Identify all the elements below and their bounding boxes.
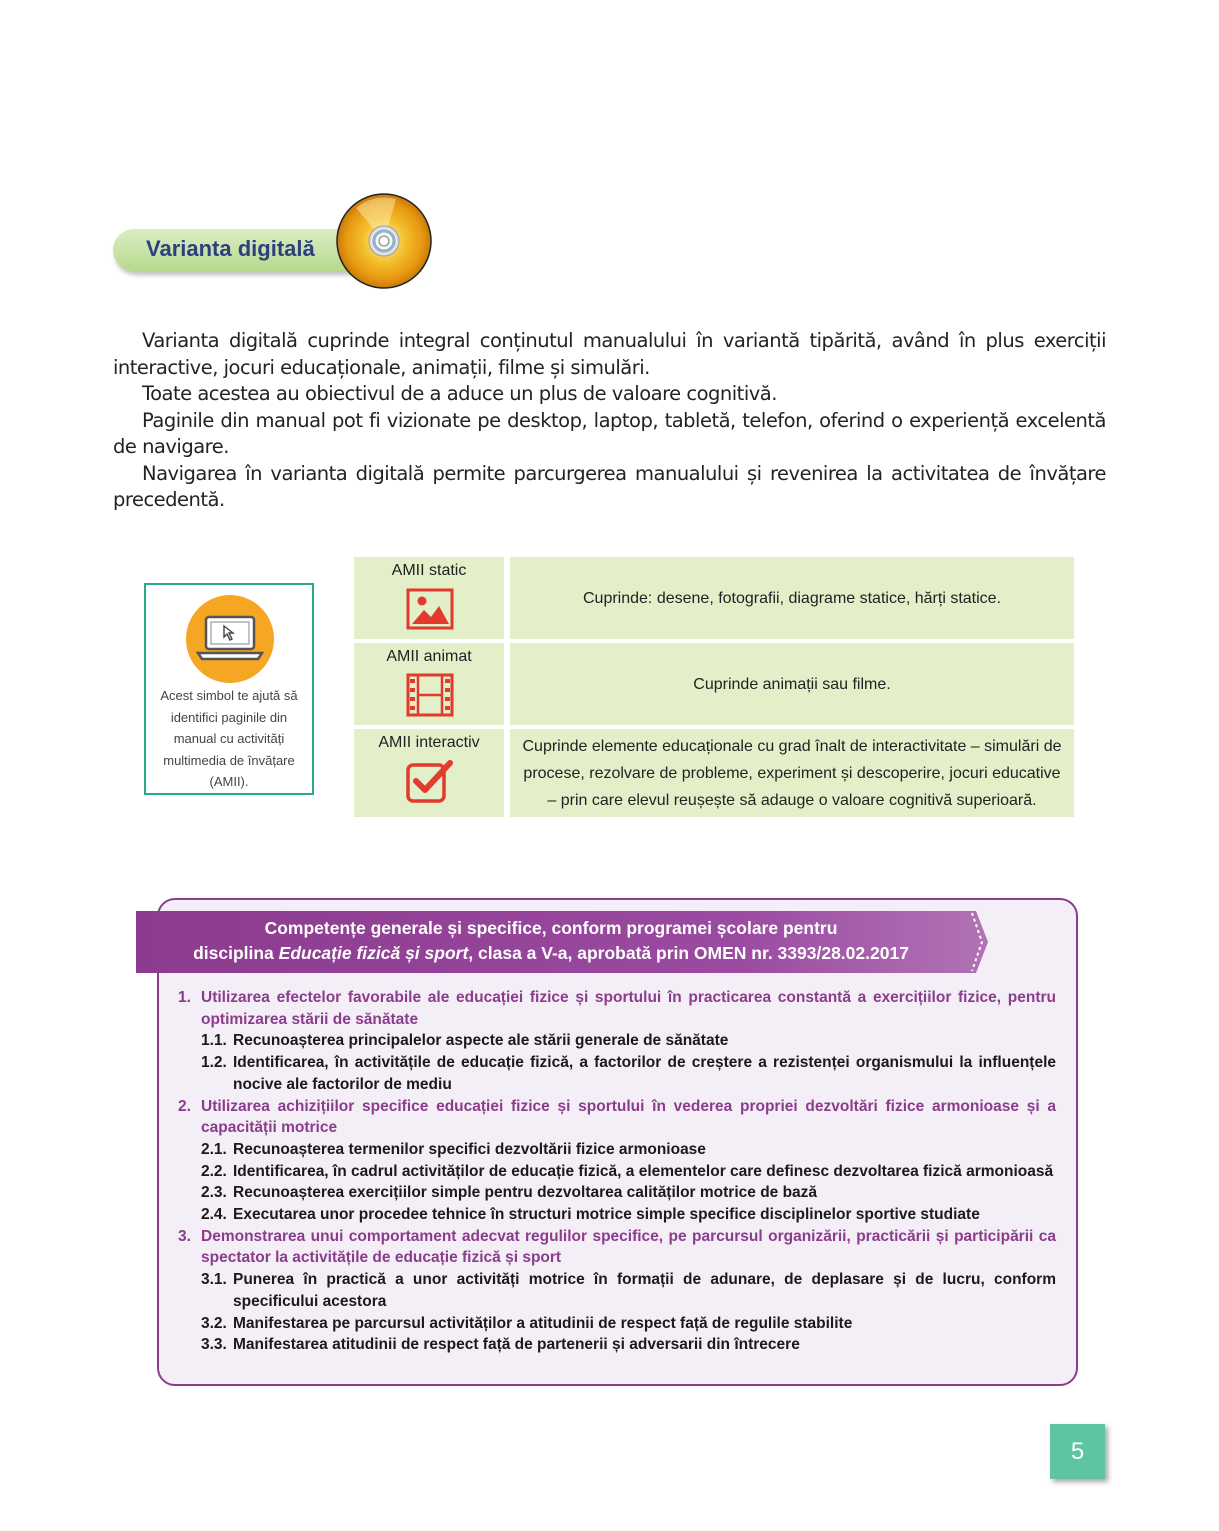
- competence-specific: [178, 1161, 1056, 1183]
- competence-general: [178, 1226, 1056, 1269]
- laptop-cursor-icon: [186, 595, 274, 683]
- intro-paragraph: Toate acestea au obiectivul de a aduce un plus de valoare cognitivă.: [142, 382, 777, 405]
- cd-disc-icon: [336, 193, 432, 289]
- competence-specific: [178, 1030, 1056, 1052]
- competence-specific: [178, 1313, 1056, 1335]
- banner-line-2: [136, 941, 966, 966]
- amii-description: Cuprinde elemente educaționale cu grad înalt de interactivitate – simulări de procese, rezolvare de probleme, experiment și descoperire, jocuri educative – prin care elevul reușește să adauge o valoare cognitivă superioară.: [510, 729, 1074, 817]
- amii-type-cell: [354, 643, 504, 725]
- amii-description: Cuprinde animații sau filme.: [510, 643, 1074, 725]
- item-number: 2.: [178, 1097, 191, 1115]
- symbol-caption: Acest simbol te ajută să identifici paginile din manual cu activități multimedia de învățare (AMII).: [160, 688, 298, 789]
- competence-specific: [178, 1182, 1056, 1204]
- banner-line-2-subject: Educație fizică și sport: [278, 943, 469, 963]
- item-number: 2.2.: [201, 1162, 227, 1180]
- amii-row-interactiv: [354, 729, 1074, 817]
- amii-name: AMII animat: [386, 648, 472, 665]
- item-text: Utilizarea achizițiilor specifice educației fizice și sportului în vederea propriei dezvoltări fizice armonioase și a capacității motrice: [201, 1097, 1056, 1137]
- competence-specific: [178, 1139, 1056, 1161]
- banner-line-1: Competențe generale și specifice, conform programei școlare pentru: [264, 918, 838, 938]
- intro-paragraph: Varianta digitală cuprinde integral conținutul manualului în variantă tipărită, având în plus exerciții interactive, jocuri educaționale, animații, filme și simulări.: [113, 329, 1106, 379]
- competence-general: [178, 1096, 1056, 1139]
- competence-specific: [178, 1269, 1056, 1312]
- intro-paragraph: Navigarea în varianta digitală permite parcurgerea manualului și revenirea la activitatea de învățare precedentă.: [113, 461, 1106, 511]
- item-text: Recunoașterea principalelor aspecte ale stării generale de sănătate: [233, 1032, 729, 1050]
- item-text: Manifestarea atitudinii de respect față de partenerii și adversarii din întrecere: [233, 1336, 800, 1354]
- amii-row-animat: [354, 643, 1074, 725]
- amii-row-static: [354, 557, 1074, 639]
- item-number: 3.2.: [201, 1314, 227, 1332]
- item-text: Manifestarea pe parcursul activităților a atitudinii de respect față de regulile stabilite: [233, 1314, 853, 1332]
- item-number: 1.: [178, 989, 191, 1006]
- amii-description: Cuprinde: desene, fotografii, diagrame statice, hărți statice.: [510, 557, 1074, 639]
- intro-paragraph: Paginile din manual pot fi vizionate pe desktop, laptop, tabletă, telefon, oferind o experiență excelentă de navigare.: [113, 408, 1106, 458]
- item-number: 3.3.: [201, 1336, 227, 1354]
- banner-line-2-prefix: disciplina: [193, 943, 279, 963]
- item-text: Demonstrarea unui comportament adecvat regulilor specifice, pe parcursul organizării, practicării și participării ca spectator la activitățile de educație fizică și sport: [201, 1227, 1056, 1267]
- item-number: 2.1.: [201, 1140, 227, 1158]
- item-text: Punerea în practică a unor activități motrice în formații de adunare, de deplasare și de lucru, conform specificului acestora: [233, 1271, 1056, 1310]
- film-icon: [406, 673, 454, 717]
- amii-name: AMII interactiv: [378, 734, 480, 751]
- item-number: 2.3.: [201, 1184, 227, 1202]
- image-icon: [406, 587, 454, 631]
- amii-type-cell: [354, 729, 504, 817]
- competence-specific: [178, 1334, 1056, 1356]
- item-number: 3.: [178, 1227, 191, 1245]
- item-number: 3.1.: [201, 1271, 227, 1289]
- banner-line-2-suffix: , clasa a V-a, aprobată prin OMEN nr. 3393/28.02.2017: [468, 943, 909, 963]
- item-number: 1.1.: [201, 1032, 227, 1050]
- item-text: Utilizarea efectelor favorabile ale educației fizice și sportului în practicarea constantă a exercițiilor fizice, pentru optimizarea stării de sănătate: [201, 989, 1056, 1028]
- amii-type-cell: [354, 557, 504, 639]
- item-number: 2.4.: [201, 1206, 227, 1224]
- checkbox-icon: [406, 759, 454, 803]
- item-number: 1.2.: [201, 1054, 227, 1072]
- competence-specific: [178, 1052, 1056, 1095]
- amii-symbol-box: [144, 583, 314, 795]
- page-number: 5: [1050, 1424, 1105, 1479]
- intro-text: [113, 328, 1106, 514]
- item-text: Executarea unor procedee tehnice în structuri motrice simple specifice disciplinelor sportive studiate: [233, 1206, 980, 1224]
- item-text: Recunoașterea exercițiilor simple pentru dezvoltarea calităților motrice de bază: [233, 1184, 818, 1202]
- item-text: Identificarea, în activitățile de educație fizică, a factorilor de creștere a rezistenței organismului la influențele nocive ale factorilor de mediu: [233, 1054, 1056, 1093]
- competence-specific: [178, 1204, 1056, 1226]
- amii-name: AMII static: [391, 562, 467, 579]
- item-text: Recunoașterea termenilor specifici dezvoltării fizice armonioase: [233, 1140, 706, 1158]
- section-title: Varianta digitală: [146, 236, 315, 261]
- item-text: Identificarea, în cadrul activităților de educație fizică, a elementelor care definesc dezvoltarea fizică armonioasă: [233, 1162, 1054, 1180]
- competences-banner-title: [136, 916, 966, 966]
- competence-general: [178, 987, 1056, 1030]
- competences-list: [178, 987, 1056, 1356]
